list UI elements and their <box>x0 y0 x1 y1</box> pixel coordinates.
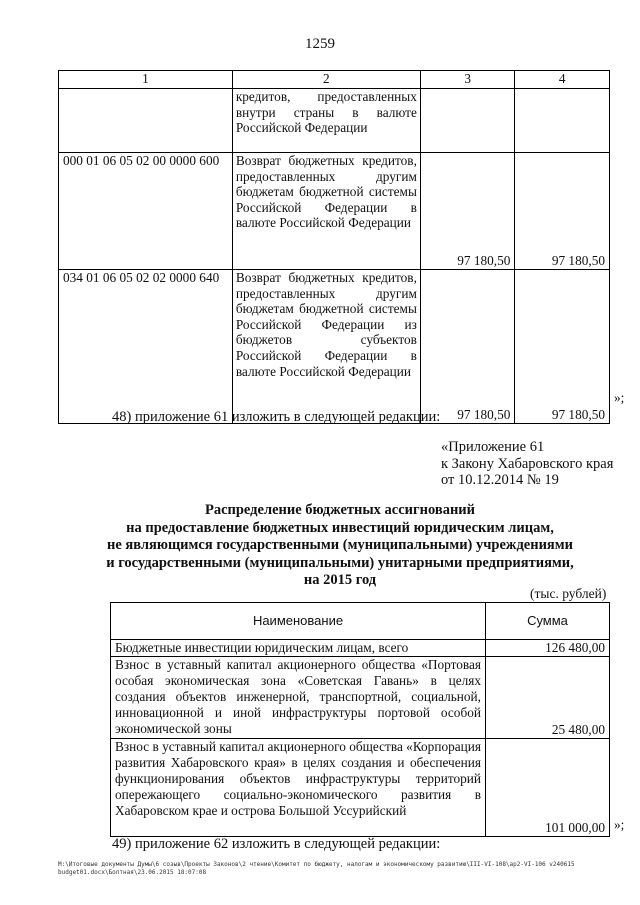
table-header-row <box>59 71 610 89</box>
column-header-name: Наименование <box>111 603 486 640</box>
table-row <box>59 270 610 424</box>
table-row <box>59 153 610 270</box>
row-value-empty <box>515 89 610 153</box>
row-value-col4: 97 180,50 <box>515 153 610 270</box>
appendix-line-2: к Закону Хабаровского края <box>441 455 614 472</box>
appendix-line-1: «Приложение 61 <box>441 439 545 455</box>
row-sum: 126 480,00 <box>486 640 610 657</box>
row-code: 000 01 06 05 02 00 0000 600 <box>59 153 233 270</box>
column-header-sum: Сумма <box>486 603 610 640</box>
paragraph-49: 49) приложение 62 изложить в следующей редакции: <box>112 836 441 852</box>
row-sum: 101 000,00 <box>486 739 610 837</box>
units-label: (тыс. рублей) <box>530 586 607 601</box>
row-value-col3: 97 180,50 <box>420 153 515 270</box>
document-title <box>80 502 600 590</box>
table-row <box>111 657 610 739</box>
column-header-2: 2 <box>232 71 420 89</box>
title-line: на предоставление бюджетных инвестиций юридическим лицам, <box>126 519 554 536</box>
column-header-1: 1 <box>59 71 233 89</box>
table-row <box>111 739 610 837</box>
table-header-row <box>111 603 610 640</box>
column-header-3: 3 <box>420 71 515 89</box>
paragraph-48: 48) приложение 61 изложить в следующей редакции: <box>112 409 441 425</box>
row-name: Возврат бюджетных кредитов, предоставленных другим бюджетам бюджетной системы Российской Федерации из бюджетов субъектов Российской Федерации в валюте Российской Федерации <box>232 270 420 424</box>
budget-sources-table <box>58 70 610 424</box>
column-header-4: 4 <box>515 71 610 89</box>
title-line: на 2015 год <box>303 572 377 588</box>
page-number: 1259 <box>305 36 335 52</box>
row-name: Взнос в уставный капитал акционерного общества «Портовая особая экономическая зона «Советская Гавань» в целях создания объектов инженерной, транспортной, социальной, инновационной и иной инфраструктуры портовой особой экономической зоны <box>111 657 486 739</box>
row-value-col4: 97 180,50 <box>515 270 610 424</box>
row-sum: 25 480,00 <box>486 657 610 739</box>
row-value-empty <box>420 89 515 153</box>
row-name: Возврат бюджетных кредитов, предоставленных другим бюджетам бюджетной системы Российской Федерации в валюте Российской Федерации <box>232 153 420 270</box>
title-line: не являющимся государственными (муниципальными) учреждениями <box>106 537 574 553</box>
row-name: Взнос в уставный капитал акционерного общества «Корпорация развития Хабаровского края» в целях создания и обеспечения функционирования объектов инфраструктуры территорий опережающего социально-экономического развития в Хабаровском крае и острова Большой Уссурийский <box>111 739 486 837</box>
appendix-line-3: от 10.12.2014 № 19 <box>441 472 559 488</box>
title-line: Распределение бюджетных ассигнований <box>204 502 476 518</box>
investment-table <box>110 602 610 837</box>
row-code: 034 01 06 05 02 02 0000 640 <box>59 270 233 424</box>
table-row <box>59 89 610 153</box>
row-name: Бюджетные инвестиции юридическим лицам, всего <box>111 640 486 657</box>
file-path-footer: M:\Итоговые документы Думы\6 созыв\Проекты Законов\2 чтение\Комитет по бюджету, налогам и экономическому развитию\III-VI-108\ap2-VI-106 v240615 budget01.docx\Болтная\23.06.2015 18:07:08 <box>58 861 575 876</box>
appendix-reference <box>441 439 613 489</box>
row-value-col3: 97 180,50 <box>420 270 515 424</box>
table-closing-quote: »; <box>614 817 625 832</box>
table-closing-quote: »; <box>614 390 625 405</box>
row-code-empty <box>59 89 233 153</box>
title-line: и государственными (муниципальными) унитарными предприятиями, <box>106 554 574 571</box>
table-row <box>111 640 610 657</box>
row-name-continuation: кредитов, предоставленных внутри страны в валюте Российской Федерации <box>232 89 420 153</box>
